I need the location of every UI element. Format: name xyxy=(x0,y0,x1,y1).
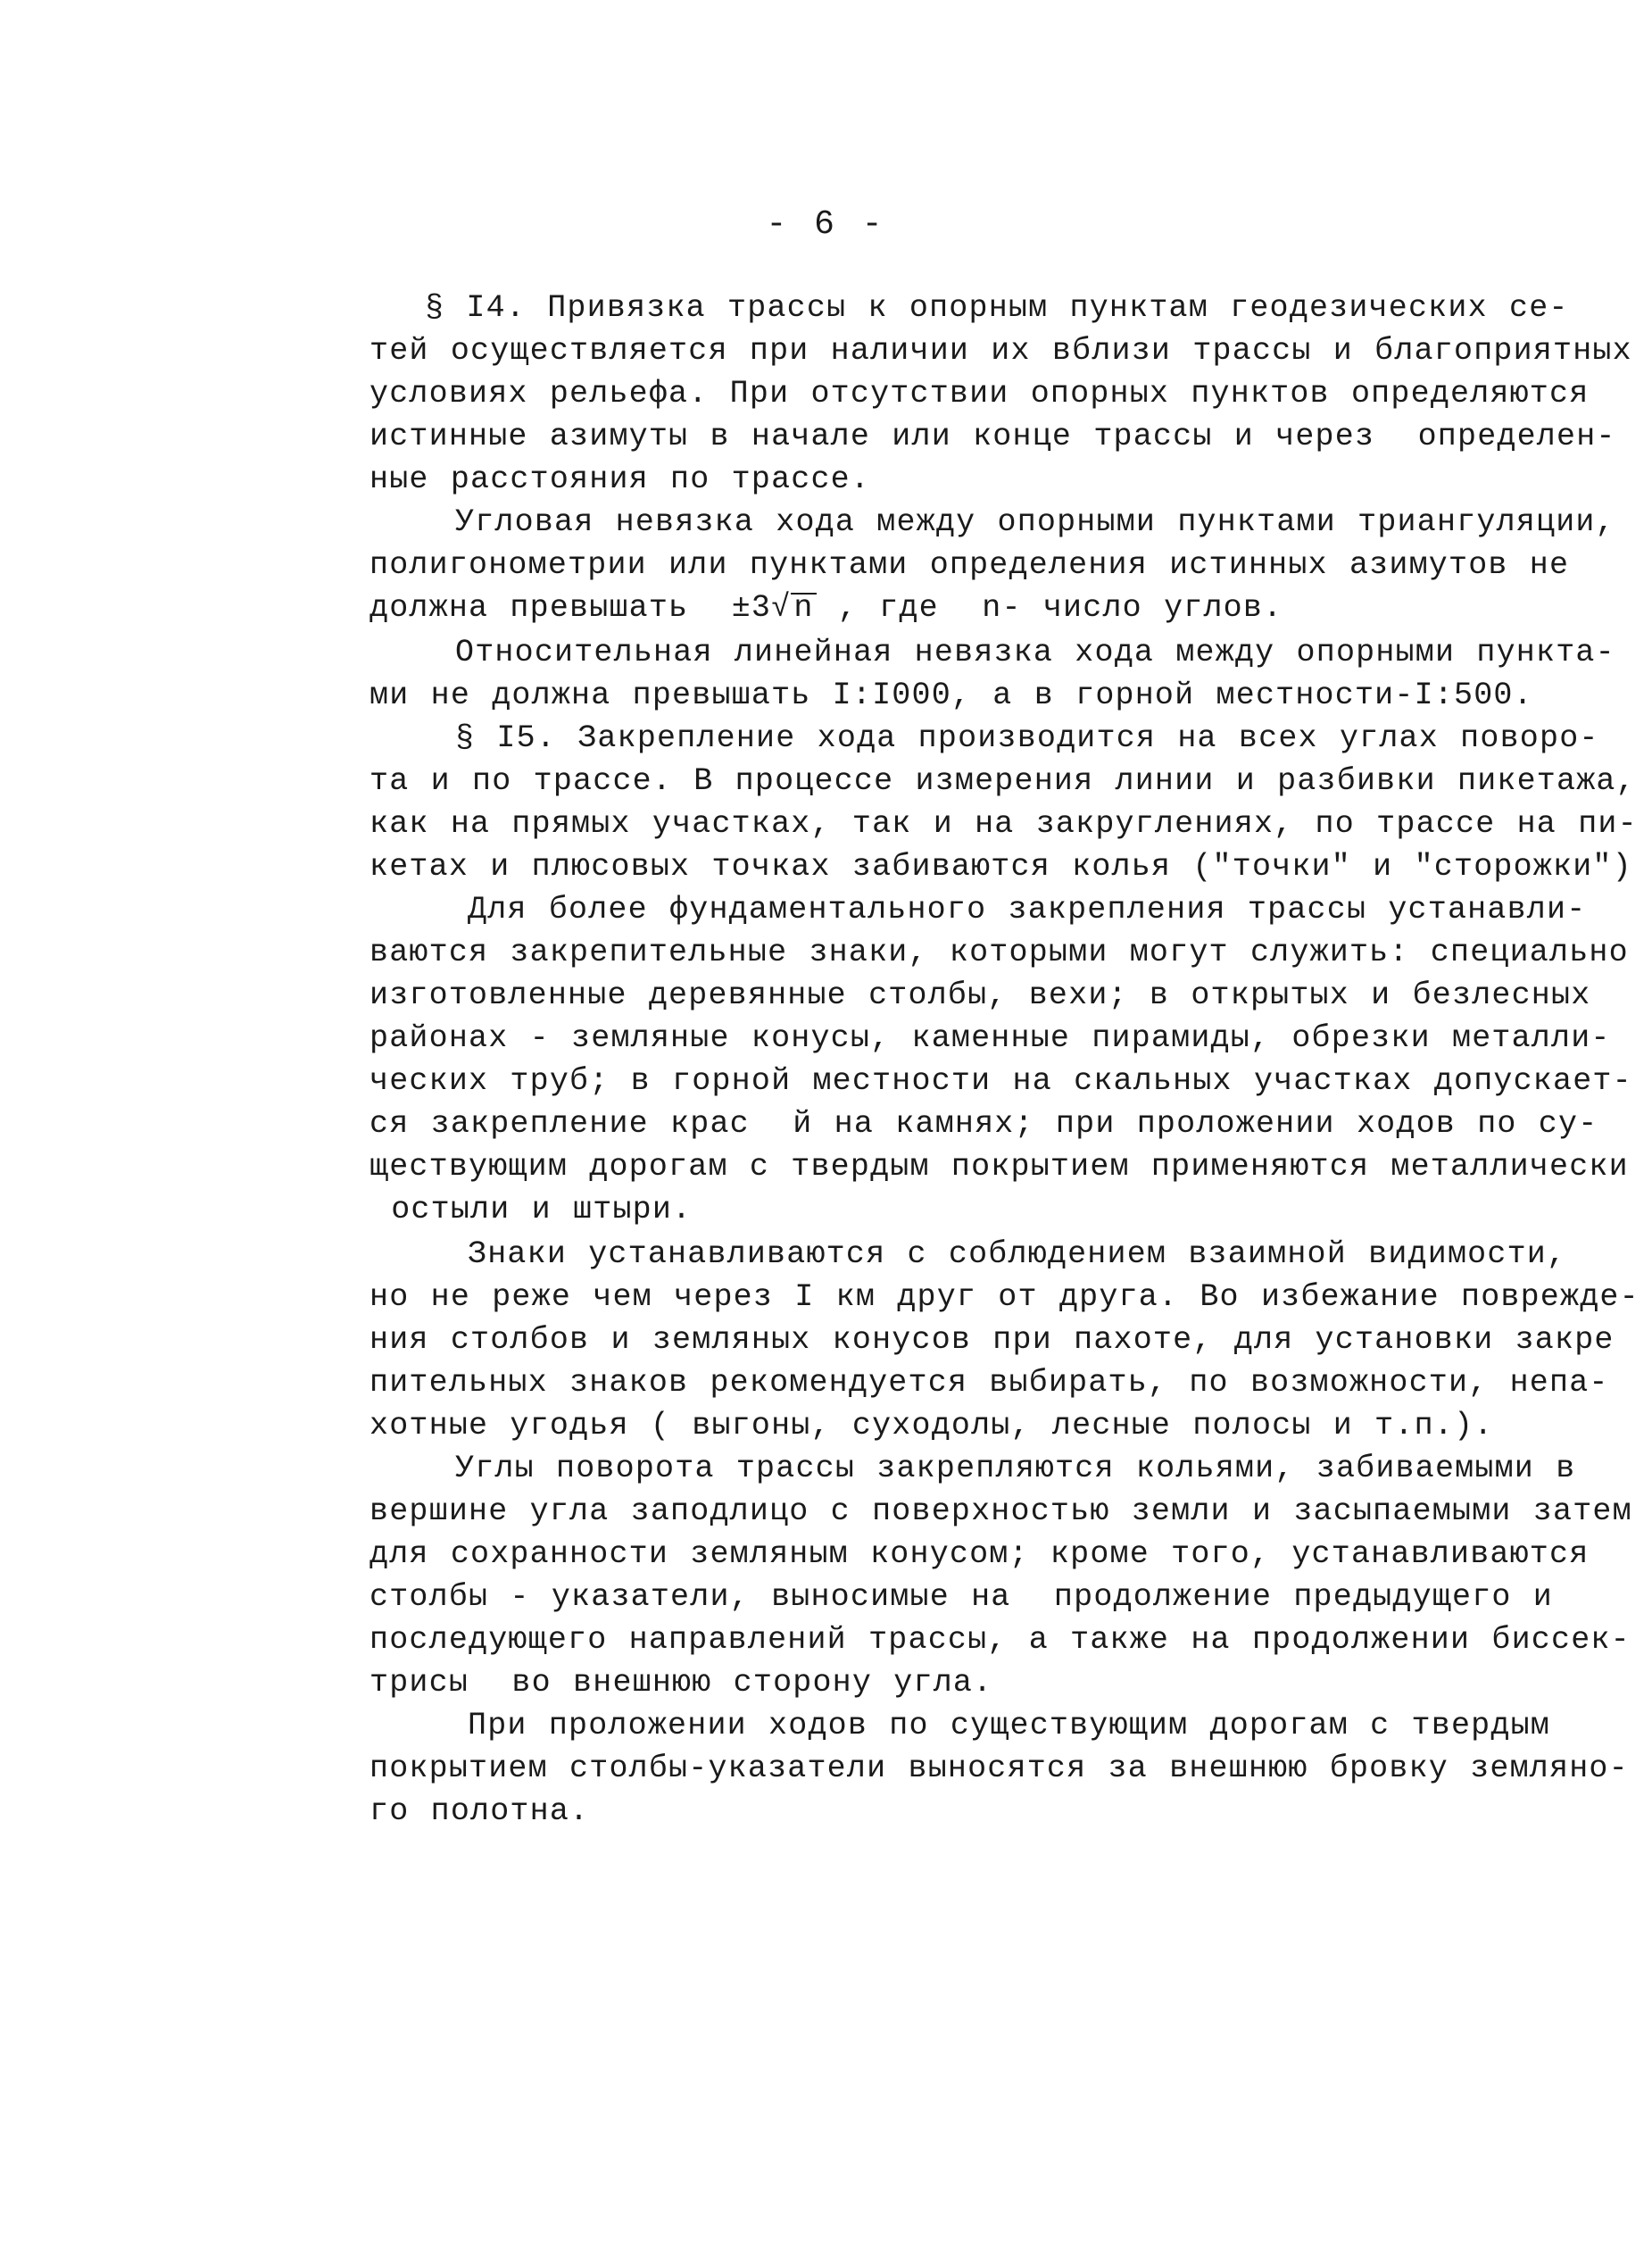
text-fragment: - число углов. xyxy=(1001,590,1283,626)
page-number: - 6 - xyxy=(766,205,886,244)
text-line: кетах и плюсовых точках забиваются колья ("точки" и "сторожки") xyxy=(369,849,1632,885)
text-line: При проложении ходов по существующим дорогам с твердым xyxy=(468,1708,1550,1743)
text-line: ми не должна превышать I:I000, а в горной местности-I:500. xyxy=(369,678,1533,713)
text-line: ваются закрепительные знаки, которыми могут служить: специально xyxy=(369,935,1629,970)
text-line: для сохранности земляным конусом; кроме того, устанавливаются xyxy=(369,1536,1590,1572)
text-line: Относительная линейная невязка хода между опорными пункта- xyxy=(455,635,1615,670)
text-fragment: должна превышать xyxy=(369,590,689,626)
text-line: столбы - указатели, выносимые на продолжение предыдущего и xyxy=(369,1579,1554,1615)
text-line: ся закрепление крас й на камнях; при проложении ходов по су- xyxy=(369,1106,1598,1142)
text-line: вершине угла заподлицо с поверхностью земли и засыпаемыми затем xyxy=(369,1493,1632,1529)
text-line: § I4. Привязка трассы к опорным пунктам геодезических се- xyxy=(425,290,1569,326)
text-line: как на прямых участках, так и на закруглениях, по трассе на пи- xyxy=(369,806,1638,842)
text-line: но не реже чем через I км друг от друга. Во избежание поврежде- xyxy=(369,1279,1640,1315)
plus-minus-sign: ± xyxy=(731,590,751,626)
text-line: последующего направлений трассы, а также на продолжении биссек- xyxy=(369,1622,1631,1658)
text-line: тей осуществляется при наличии их вблизи трассы и благоприятных xyxy=(369,333,1632,369)
text-line: полигонометрии или пунктами определения истинных азимутов не xyxy=(369,547,1570,583)
text-line: изготовленные деревянные столбы, вехи; в открытых и безлесных xyxy=(369,977,1591,1013)
text-line: § I5. Закрепление хода производится на всех углах поворо- xyxy=(455,720,1599,756)
coefficient: 3 xyxy=(751,590,772,626)
text-line: та и по трассе. В процессе измерения линии и разбивки пикетажа, xyxy=(369,763,1636,799)
text-line: районах - земляные конусы, каменные пирамиды, обрезки металли- xyxy=(369,1020,1611,1056)
text-line: Для более фундаментального закрепления трассы устанавли- xyxy=(468,892,1587,927)
text-line: истинные азимуты в начале или конце трассы и через определен- xyxy=(369,419,1616,454)
text-line: покрытием столбы-указатели выносятся за внешнюю бровку земляно- xyxy=(369,1751,1629,1786)
text-line: ществующим дорогам с твердым покрытием применяются металлически xyxy=(369,1149,1629,1185)
square-root-radicand: n xyxy=(791,593,816,621)
text-line: ния столбов и земляных конусов при пахоте, для установки закре xyxy=(369,1322,1615,1358)
text-line: остыли и штыри. xyxy=(369,1192,693,1227)
formula-line: должна превышать ±3√n , где n- число углов. xyxy=(369,590,1283,626)
text-line: условиях рельефа. При отсутствии опорных пунктов определяются xyxy=(369,376,1590,412)
text-line: го полотна. xyxy=(369,1793,590,1829)
text-line: ческих труб; в горной местности на скальных участках допускает- xyxy=(369,1063,1632,1099)
text-line: Знаки устанавливаются с соблюдением взаимной видимости, xyxy=(468,1236,1567,1272)
text-line: пительных знаков рекомендуется выбирать, по возможности, непа- xyxy=(369,1365,1609,1401)
text-fragment: , где xyxy=(816,590,939,626)
variable: n xyxy=(982,590,1002,626)
text-line: ные расстояния по трассе. xyxy=(369,462,871,497)
text-line: трисы во внешнюю сторону угла. xyxy=(369,1665,993,1701)
text-line: Углы поворота трассы закрепляются кольями, забиваемыми в xyxy=(455,1451,1576,1486)
text-line: Угловая невязка хода между опорными пунктами триангуляции, xyxy=(455,504,1615,540)
text-line: хотные угодья ( выгоны, суходолы, лесные полосы и т.п.). xyxy=(369,1408,1494,1443)
